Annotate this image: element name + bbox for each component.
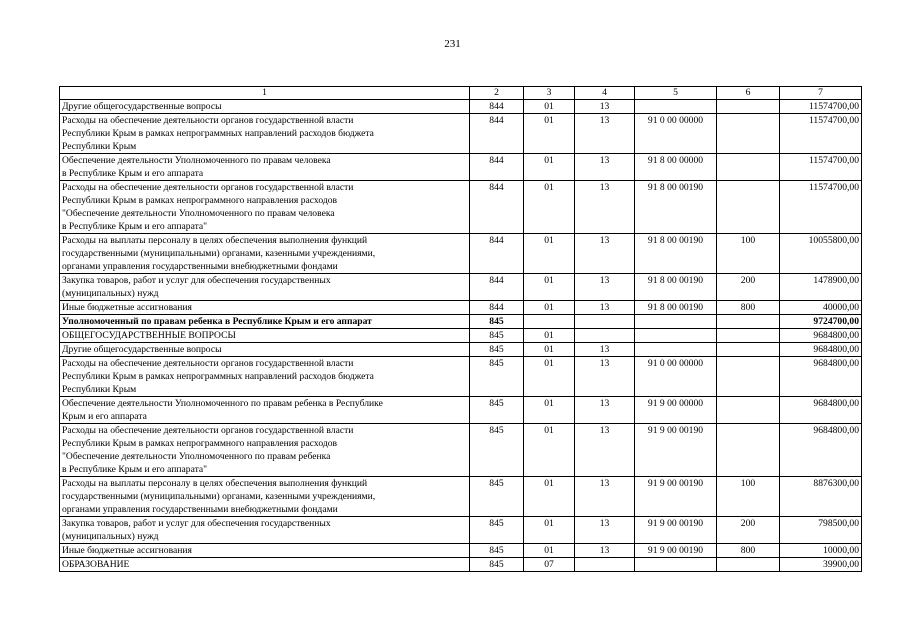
header-row	[60, 87, 862, 100]
table-row	[60, 315, 862, 329]
amount-cell: 11574700,00	[780, 181, 862, 234]
subsection-code-cell: 13	[575, 301, 635, 315]
expense-type-cell: 800	[717, 301, 780, 315]
table-row	[60, 114, 862, 154]
amount-cell: 9684800,00	[780, 357, 862, 397]
expense-type-cell	[717, 114, 780, 154]
amount-cell: 1478900,00	[780, 274, 862, 301]
row-name-cell: Иные бюджетные ассигнования	[60, 301, 470, 315]
page-number: 231	[444, 38, 461, 50]
expense-type-cell	[717, 100, 780, 114]
target-article-cell	[635, 329, 717, 343]
table-row	[60, 343, 862, 357]
row-name-cell: Закупка товаров, работ и услуг для обеспечения государственных (муниципальных) нужд	[60, 274, 470, 301]
table-row	[60, 397, 862, 424]
table-row	[60, 181, 862, 234]
amount-cell: 11574700,00	[780, 100, 862, 114]
budget-table	[59, 86, 862, 572]
amount-cell: 9724700,00	[780, 315, 862, 329]
table-row	[60, 154, 862, 181]
header-cell: 3	[524, 87, 575, 100]
section-code-cell: 01	[524, 357, 575, 397]
expense-type-cell	[717, 357, 780, 397]
header-cell: 1	[60, 87, 470, 100]
section-code-cell: 01	[524, 477, 575, 517]
table-row	[60, 100, 862, 114]
row-name-cell: ОБРАЗОВАНИЕ	[60, 558, 470, 572]
header-cell: 7	[780, 87, 862, 100]
row-name-cell: Обеспечение деятельности Уполномоченного по правам человека в Республике Крым и его аппарата	[60, 154, 470, 181]
amount-cell: 798500,00	[780, 517, 862, 544]
subsection-code-cell	[575, 315, 635, 329]
section-code-cell: 01	[524, 234, 575, 274]
section-code-cell: 01	[524, 544, 575, 558]
admin-code-cell: 845	[470, 544, 524, 558]
subsection-code-cell: 13	[575, 517, 635, 544]
admin-code-cell: 845	[470, 329, 524, 343]
expense-type-cell	[717, 181, 780, 234]
subsection-code-cell: 13	[575, 274, 635, 301]
table-row	[60, 517, 862, 544]
admin-code-cell: 844	[470, 181, 524, 234]
row-name-cell: Расходы на выплаты персоналу в целях обеспечения выполнения функций государственными (муниципальными) органами, казенными учреждениями, органами управления государственными внебюджетными фондами	[60, 477, 470, 517]
admin-code-cell: 845	[470, 343, 524, 357]
expense-type-cell: 800	[717, 544, 780, 558]
row-name-cell: Расходы на обеспечение деятельности органов государственной власти Республики Крым в рамках непрограммного направления расходов "Обеспечение деятельности Уполномоченного по правам человека в Республике Крым и его аппарата"	[60, 181, 470, 234]
section-code-cell: 01	[524, 517, 575, 544]
admin-code-cell: 845	[470, 424, 524, 477]
subsection-code-cell	[575, 558, 635, 572]
expense-type-cell	[717, 154, 780, 181]
target-article-cell	[635, 315, 717, 329]
table-row	[60, 234, 862, 274]
admin-code-cell: 844	[470, 274, 524, 301]
header-cell: 6	[717, 87, 780, 100]
subsection-code-cell	[575, 329, 635, 343]
target-article-cell: 91 9 00 00190	[635, 517, 717, 544]
target-article-cell: 91 8 00 00190	[635, 274, 717, 301]
amount-cell: 9684800,00	[780, 343, 862, 357]
table-row	[60, 424, 862, 477]
target-article-cell: 91 9 00 00190	[635, 477, 717, 517]
header-cell: 2	[470, 87, 524, 100]
row-name-cell: Обеспечение деятельности Уполномоченного по правам ребенка в Республике Крым и его аппарата	[60, 397, 470, 424]
expense-type-cell: 100	[717, 477, 780, 517]
amount-cell: 39900,00	[780, 558, 862, 572]
expense-type-cell	[717, 315, 780, 329]
amount-cell: 9684800,00	[780, 424, 862, 477]
admin-code-cell: 845	[470, 397, 524, 424]
section-code-cell: 01	[524, 181, 575, 234]
expense-type-cell: 100	[717, 234, 780, 274]
row-name-cell: Другие общегосударственные вопросы	[60, 343, 470, 357]
admin-code-cell: 845	[470, 517, 524, 544]
subsection-code-cell: 13	[575, 114, 635, 154]
section-code-cell: 01	[524, 100, 575, 114]
section-code-cell: 01	[524, 274, 575, 301]
subsection-code-cell: 13	[575, 234, 635, 274]
subsection-code-cell: 13	[575, 397, 635, 424]
row-name-cell: Расходы на выплаты персоналу в целях обеспечения выполнения функций государственными (муниципальными) органами, казенными учреждениями, органами управления государственными внебюджетными фондами	[60, 234, 470, 274]
section-code-cell: 07	[524, 558, 575, 572]
subsection-code-cell: 13	[575, 181, 635, 234]
subsection-code-cell: 13	[575, 154, 635, 181]
expense-type-cell	[717, 397, 780, 424]
amount-cell: 9684800,00	[780, 397, 862, 424]
admin-code-cell: 844	[470, 114, 524, 154]
target-article-cell: 91 9 00 00190	[635, 424, 717, 477]
row-name-cell: Расходы на обеспечение деятельности органов государственной власти Республики Крым в рамках непрограммных направлений расходов бюджета Республики Крым	[60, 114, 470, 154]
table-row	[60, 544, 862, 558]
table-row	[60, 301, 862, 315]
subsection-code-cell: 13	[575, 343, 635, 357]
admin-code-cell: 845	[470, 477, 524, 517]
amount-cell: 9684800,00	[780, 329, 862, 343]
section-code-cell	[524, 315, 575, 329]
amount-cell: 11574700,00	[780, 114, 862, 154]
target-article-cell: 91 8 00 00190	[635, 234, 717, 274]
target-article-cell: 91 8 00 00190	[635, 181, 717, 234]
target-article-cell	[635, 100, 717, 114]
expense-type-cell	[717, 558, 780, 572]
table-row	[60, 357, 862, 397]
section-code-cell: 01	[524, 154, 575, 181]
target-article-cell: 91 9 00 00190	[635, 544, 717, 558]
table-row	[60, 329, 862, 343]
expense-type-cell: 200	[717, 274, 780, 301]
target-article-cell: 91 9 00 00000	[635, 397, 717, 424]
subsection-code-cell: 13	[575, 100, 635, 114]
subsection-code-cell: 13	[575, 544, 635, 558]
target-article-cell	[635, 558, 717, 572]
admin-code-cell: 844	[470, 234, 524, 274]
admin-code-cell: 845	[470, 315, 524, 329]
header-cell: 5	[635, 87, 717, 100]
admin-code-cell: 844	[470, 301, 524, 315]
row-name-cell: Расходы на обеспечение деятельности органов государственной власти Республики Крым в рамках непрограммного направления расходов "Обеспечение деятельности Уполномоченного по правам ребенка в Республике Крым и его аппарата"	[60, 424, 470, 477]
amount-cell: 10055800,00	[780, 234, 862, 274]
table-row	[60, 477, 862, 517]
row-name-cell: Иные бюджетные ассигнования	[60, 544, 470, 558]
amount-cell: 40000,00	[780, 301, 862, 315]
row-name-cell: Другие общегосударственные вопросы	[60, 100, 470, 114]
header-cell: 4	[575, 87, 635, 100]
section-code-cell: 01	[524, 397, 575, 424]
amount-cell: 11574700,00	[780, 154, 862, 181]
target-article-cell: 91 0 00 00000	[635, 357, 717, 397]
row-name-cell: Закупка товаров, работ и услуг для обеспечения государственных (муниципальных) нужд	[60, 517, 470, 544]
table-row	[60, 558, 862, 572]
target-article-cell: 91 0 00 00000	[635, 114, 717, 154]
target-article-cell: 91 8 00 00000	[635, 154, 717, 181]
admin-code-cell: 844	[470, 154, 524, 181]
row-name-cell: Уполномоченный по правам ребенка в Республике Крым и его аппарат	[60, 315, 470, 329]
section-code-cell: 01	[524, 329, 575, 343]
amount-cell: 8876300,00	[780, 477, 862, 517]
section-code-cell: 01	[524, 301, 575, 315]
row-name-cell: Расходы на обеспечение деятельности органов государственной власти Республики Крым в рамках непрограммных направлений расходов бюджета Республики Крым	[60, 357, 470, 397]
amount-cell: 10000,00	[780, 544, 862, 558]
expense-type-cell	[717, 329, 780, 343]
subsection-code-cell: 13	[575, 424, 635, 477]
table-row	[60, 274, 862, 301]
target-article-cell: 91 8 00 00190	[635, 301, 717, 315]
subsection-code-cell: 13	[575, 357, 635, 397]
target-article-cell	[635, 343, 717, 357]
row-name-cell: ОБЩЕГОСУДАРСТВЕННЫЕ ВОПРОСЫ	[60, 329, 470, 343]
section-code-cell: 01	[524, 343, 575, 357]
expense-type-cell	[717, 424, 780, 477]
admin-code-cell: 845	[470, 357, 524, 397]
admin-code-cell: 845	[470, 558, 524, 572]
subsection-code-cell: 13	[575, 477, 635, 517]
section-code-cell: 01	[524, 424, 575, 477]
expense-type-cell: 200	[717, 517, 780, 544]
admin-code-cell: 844	[470, 100, 524, 114]
section-code-cell: 01	[524, 114, 575, 154]
expense-type-cell	[717, 343, 780, 357]
